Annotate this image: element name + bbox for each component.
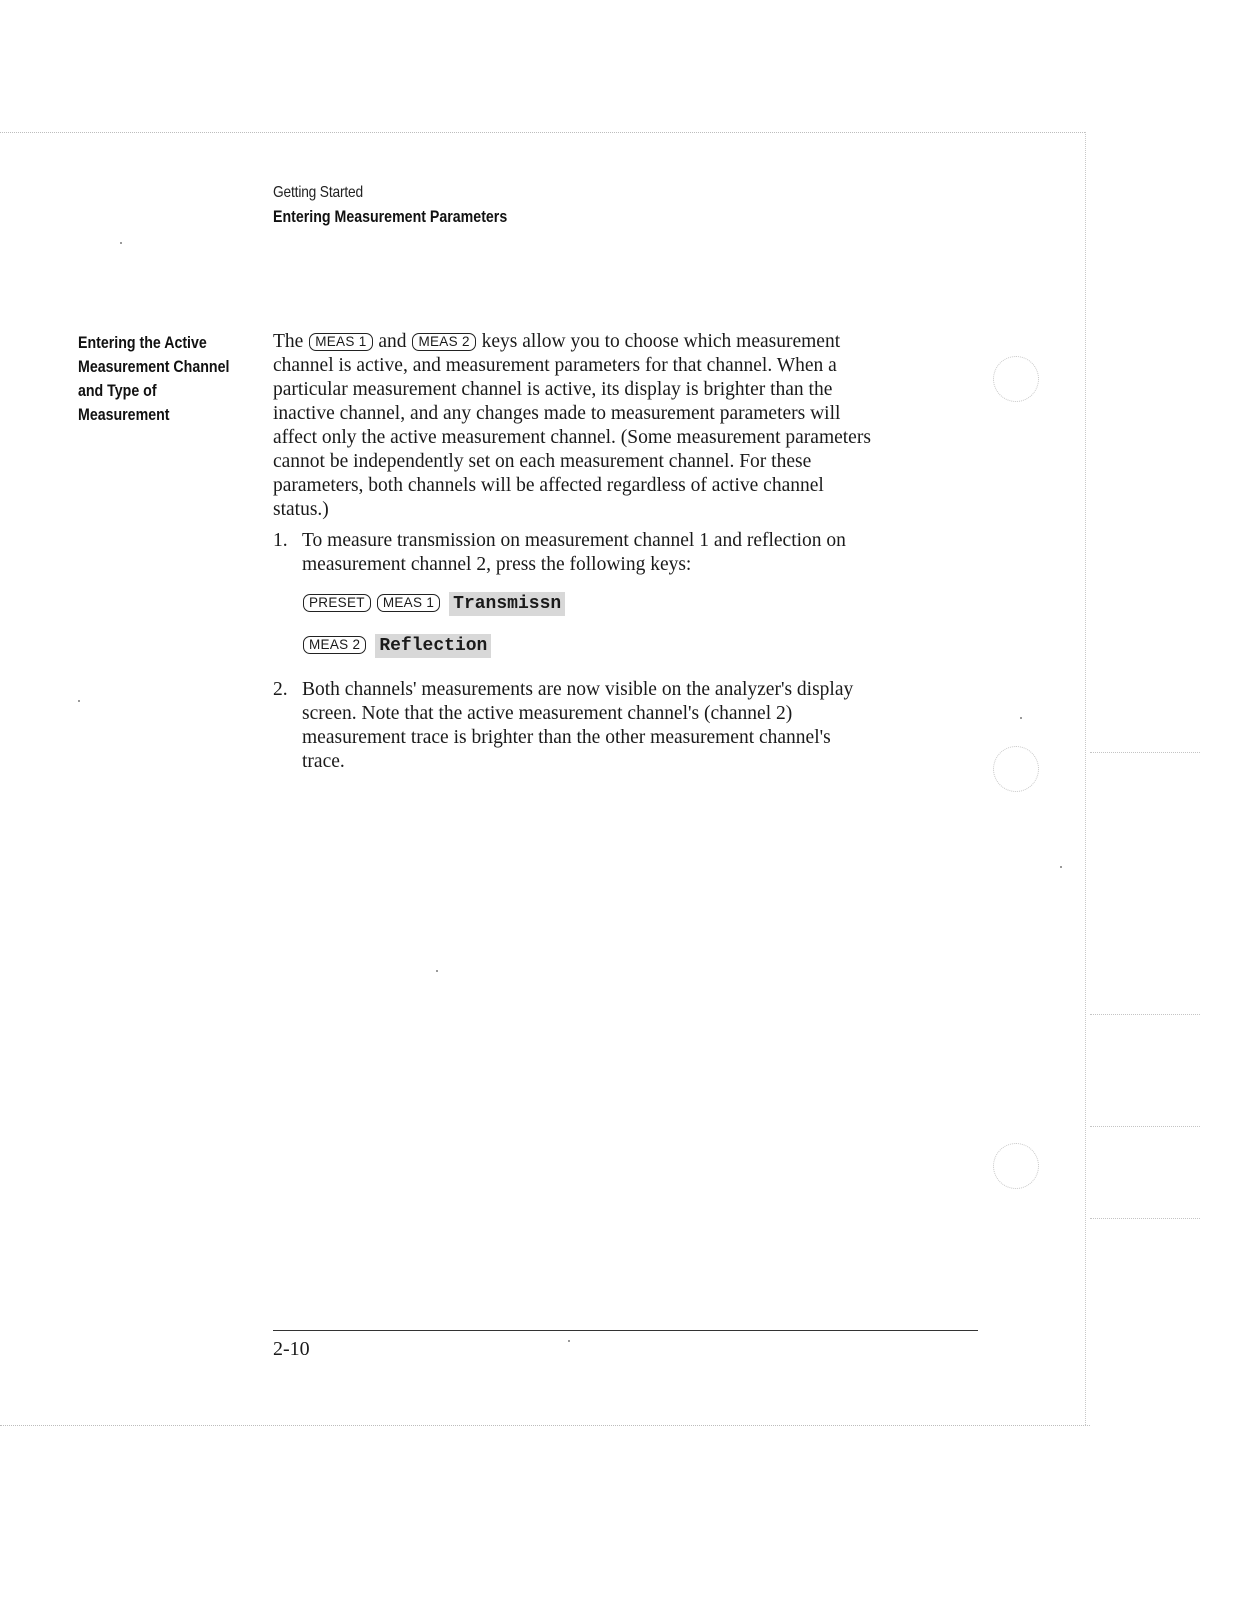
scan-speck <box>1020 717 1022 719</box>
intro-line: cannot be independently set on each measurement channel. For these <box>273 451 812 472</box>
running-header <box>273 184 545 227</box>
page-border-bottom <box>0 1425 1090 1426</box>
side-heading-line: Measurement Channel <box>78 358 230 376</box>
key-sequence-2 <box>302 634 491 658</box>
intro-line: status.) <box>273 499 329 520</box>
step-number: 2. <box>273 679 288 700</box>
step-line: To measure transmission on measurement channel 1 and reflection on <box>302 530 846 551</box>
step-line: measurement trace is brighter than the other measurement channel's <box>302 727 831 748</box>
tab-divider <box>1090 1126 1200 1127</box>
scan-speck <box>78 700 80 702</box>
meas2-key: MEAS 2 <box>303 636 366 654</box>
binder-hole <box>993 356 1039 402</box>
tab-divider <box>1090 1014 1200 1015</box>
intro-text: and <box>378 331 407 352</box>
step-line: screen. Note that the active measurement channel's (channel 2) <box>302 703 793 724</box>
intro-line: channel is active, and measurement parameters for that channel. When a <box>273 355 837 376</box>
step-line: Both channels' measurements are now visible on the analyzer's display <box>302 679 854 700</box>
scan-speck <box>120 242 122 244</box>
header-title: Entering Measurement Parameters <box>273 208 508 226</box>
tab-divider <box>1090 752 1200 753</box>
intro-paragraph <box>273 330 993 522</box>
intro-text: keys allow you to choose which measurement <box>481 331 841 352</box>
reflection-softkey: Reflection <box>375 634 491 658</box>
key-sequence-1 <box>302 592 565 616</box>
footer-rule <box>273 1330 978 1331</box>
intro-line: particular measurement channel is active, its display is brighter than the <box>273 379 833 400</box>
step-text <box>302 529 846 577</box>
step-number: 1. <box>273 530 288 551</box>
header-section: Getting Started <box>273 184 363 201</box>
step-text <box>302 678 853 774</box>
page-border-right <box>1085 132 1086 1425</box>
scan-speck <box>568 1340 570 1342</box>
side-heading-line: Entering the Active <box>78 334 207 352</box>
side-heading-line: Measurement <box>78 406 170 424</box>
meas2-key: MEAS 2 <box>412 333 475 351</box>
binder-hole <box>993 746 1039 792</box>
meas1-key: MEAS 1 <box>377 594 440 612</box>
side-heading-line: and Type of <box>78 382 157 400</box>
side-heading <box>78 331 258 427</box>
intro-line: parameters, both channels will be affected regardless of active channel <box>273 475 824 496</box>
binder-hole <box>993 1143 1039 1189</box>
tab-divider <box>1090 1218 1200 1219</box>
intro-line: affect only the active measurement channel. (Some measurement parameters <box>273 427 871 448</box>
transmission-softkey: Transmissn <box>449 592 565 616</box>
scan-speck <box>436 970 438 972</box>
step-line: trace. <box>302 751 345 772</box>
preset-key: PRESET <box>303 594 371 612</box>
intro-text: The <box>273 331 304 352</box>
intro-line <box>273 330 993 354</box>
page-number: 2-10 <box>273 1338 310 1360</box>
intro-line: inactive channel, and any changes made to measurement parameters will <box>273 403 841 424</box>
step-line: measurement channel 2, press the following keys: <box>302 554 692 575</box>
meas1-key: MEAS 1 <box>309 333 372 351</box>
page-border-top <box>0 132 1085 133</box>
scan-speck <box>1060 866 1062 868</box>
